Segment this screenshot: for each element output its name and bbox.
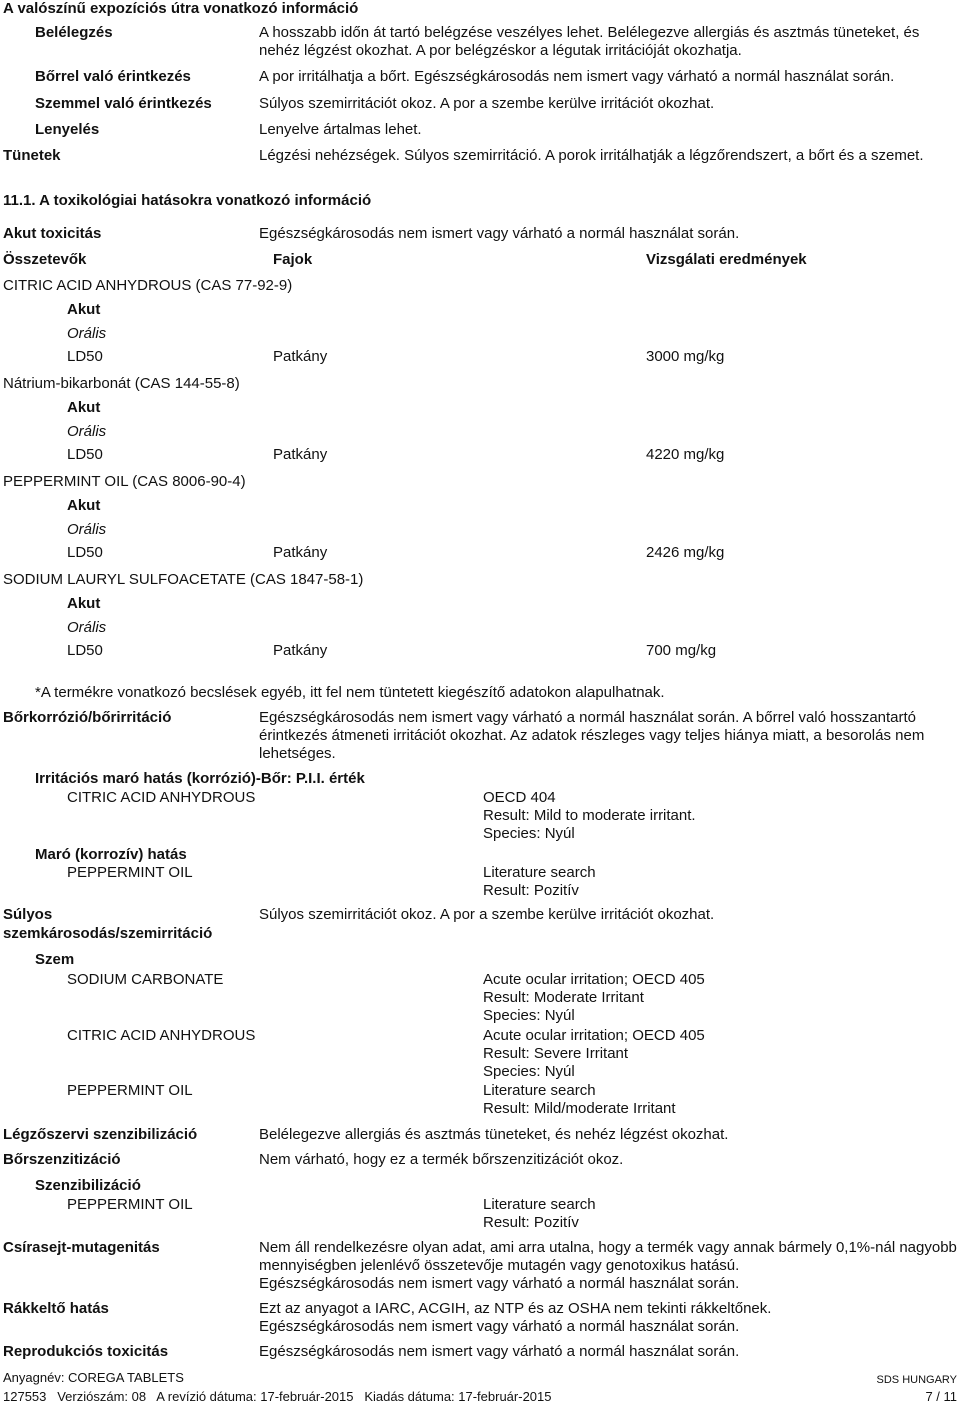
component-route: Orális — [67, 619, 107, 636]
inhalation-label: Belélegzés — [35, 24, 113, 41]
eye-substance: CITRIC ACID ANHYDROUS — [67, 1027, 256, 1044]
component-species: Patkány — [273, 348, 328, 365]
eye-result: Acute ocular irritation; OECD 405 — [483, 971, 705, 988]
eye-contact-text: Súlyos szemirritációt okoz. A por a szembe kerülve irritációt okozhat. — [259, 95, 715, 112]
footer-doc-id: SDS HUNGARY — [876, 1374, 957, 1386]
eye-damage-text: Súlyos szemirritációt okoz. A por a szembe kerülve irritációt okozhat. — [259, 906, 715, 923]
component-result: 2426 mg/kg — [646, 544, 725, 561]
eye-result: Result: Moderate Irritant — [483, 989, 644, 1006]
sensitisation-substance: PEPPERMINT OIL — [67, 1196, 193, 1213]
component-name: Nátrium-bikarbonát (CAS 144-55-8) — [3, 375, 240, 392]
eye-result: Result: Severe Irritant — [483, 1045, 629, 1062]
component-type: Akut — [67, 595, 101, 612]
eye-damage-label: Súlyos — [3, 906, 53, 923]
component-route: Orális — [67, 325, 107, 342]
component-result: 3000 mg/kg — [646, 348, 725, 365]
footer-product: Anyagnév: COREGA TABLETS — [3, 1370, 184, 1385]
component-name: SODIUM LAURYL SULFOACETATE (CAS 1847-58-1) — [3, 571, 364, 588]
eye-result: Species: Nyúl — [483, 1063, 575, 1080]
estimate-note: *A termékre vonatkozó becslések egyéb, itt fel nem tüntetett kiegészítő adatokon alapulhatnak. — [35, 684, 665, 701]
col-header-species: Fajok — [273, 251, 313, 268]
skin-sensitisation-label: Bőrszenzitizáció — [3, 1151, 121, 1168]
skin-contact-text: A por irritálhatja a bőrt. Egészségkárosodás nem ismert vagy várható a normál használat során. — [259, 68, 895, 85]
skin-irritation-result: Species: Nyúl — [483, 825, 575, 842]
component-type: Akut — [67, 399, 101, 416]
component-test: LD50 — [67, 446, 103, 463]
component-result: 4220 mg/kg — [646, 446, 725, 463]
component-test: LD50 — [67, 348, 103, 365]
component-species: Patkány — [273, 544, 328, 561]
ingestion-text: Lenyelve ártalmas lehet. — [259, 121, 422, 138]
skin-corrosion-label: Bőrkorrózió/bőrirritáció — [3, 709, 172, 726]
skin-contact-label: Bőrrel való érintkezés — [35, 68, 191, 85]
inhalation-text: A hosszabb időn át tartó belégzése veszélyes lehet. Belélegezve allergiás és asztmás tüneteket, és nehéz légzést okozhat. A por belégzéskor a légutak irritációját okozhatja. — [259, 24, 920, 59]
carcinogenicity-text: Ezt az anyagot a IARC, ACGIH, az NTP és az OSHA nem tekinti rákkeltőnek. — [259, 1300, 772, 1317]
eye-result: Literature search — [483, 1082, 596, 1099]
acute-toxicity-label: Akut toxicitás — [3, 225, 102, 242]
corrosive-subheading: Maró (korrozív) hatás — [35, 846, 187, 863]
skin-irritation-result: Result: Mild to moderate irritant. — [483, 807, 696, 824]
component-species: Patkány — [273, 642, 328, 659]
resp-sensitisation-label: Légzőszervi szenzibilizáció — [3, 1126, 198, 1143]
skin-corrosion-text: Egészségkárosodás nem ismert vagy várható a normál használat során. A bőrrel való hosszantartó érintkezés átmeneti irritációt okozhat. Az adatok részleges vagy teljes hiánya miatt, a besorolás nem lehetséges. — [259, 709, 925, 762]
eye-subheading: Szem — [35, 951, 75, 968]
corrosive-result: Result: Pozitív — [483, 882, 579, 899]
component-type: Akut — [67, 301, 101, 318]
skin-sensitisation-text: Nem várható, hogy ez a termék bőrszenzitizációt okoz. — [259, 1151, 624, 1168]
sensitisation-subheading: Szenzibilizáció — [35, 1177, 141, 1194]
component-type: Akut — [67, 497, 101, 514]
component-species: Patkány — [273, 446, 328, 463]
eye-result: Result: Mild/moderate Irritant — [483, 1100, 676, 1117]
sensitisation-result: Result: Pozitív — [483, 1214, 579, 1231]
col-header-results: Vizsgálati eredmények — [646, 251, 807, 268]
eye-result: Acute ocular irritation; OECD 405 — [483, 1027, 705, 1044]
col-header-components: Összetevők — [3, 251, 87, 268]
component-route: Orális — [67, 521, 107, 538]
component-route: Orális — [67, 423, 107, 440]
component-test: LD50 — [67, 544, 103, 561]
mutagenicity-text: Egészségkárosodás nem ismert vagy várható a normál használat során. — [259, 1275, 740, 1292]
skin-irritation-result: OECD 404 — [483, 789, 556, 806]
component-name: CITRIC ACID ANHYDROUS (CAS 77-92-9) — [3, 277, 293, 294]
symptoms-text: Légzési nehézségek. Súlyos szemirritáció. A porok irritálhatják a légzőrendszert, a bőrt és a szemet. — [259, 147, 924, 164]
eye-substance: PEPPERMINT OIL — [67, 1082, 193, 1099]
component-result: 700 mg/kg — [646, 642, 717, 659]
eye-substance: SODIUM CARBONATE — [67, 971, 224, 988]
component-test: LD50 — [67, 642, 103, 659]
symptoms-label: Tünetek — [3, 147, 61, 164]
eye-contact-label: Szemmel való érintkezés — [35, 95, 212, 112]
exposure-heading: A valószínű expozíciós útra vonatkozó információ — [3, 0, 359, 17]
ingestion-label: Lenyelés — [35, 121, 100, 138]
corrosive-substance: PEPPERMINT OIL — [67, 864, 193, 881]
eye-damage-label: szemkárosodás/szemirritáció — [3, 925, 213, 942]
sensitisation-result: Literature search — [483, 1196, 596, 1213]
acute-toxicity-text: Egészségkárosodás nem ismert vagy várható a normál használat során. — [259, 225, 740, 242]
skin-irritation-subheading: Irritációs maró hatás (korrózió)-Bőr: P.I.I. érték — [35, 770, 365, 787]
skin-irritation-substance: CITRIC ACID ANHYDROUS — [67, 789, 256, 806]
section-heading: 11.1. A toxikológiai hatásokra vonatkozó információ — [3, 192, 372, 209]
mutagenicity-label: Csírasejt-mutagenitás — [3, 1239, 160, 1256]
footer-meta: 127553 Verziószám: 08 A revízió dátuma: 17-február-2015 Kiadás dátuma: 17-február-2015 — [3, 1389, 552, 1404]
component-name: PEPPERMINT OIL (CAS 8006-90-4) — [3, 473, 246, 490]
resp-sensitisation-text: Belélegezve allergiás és asztmás tüneteket, és nehéz légzést okozhat. — [259, 1126, 729, 1143]
reproductive-toxicity-label: Reprodukciós toxicitás — [3, 1343, 169, 1360]
carcinogenicity-label: Rákkeltő hatás — [3, 1300, 109, 1317]
eye-result: Species: Nyúl — [483, 1007, 575, 1024]
corrosive-result: Literature search — [483, 864, 596, 881]
reproductive-toxicity-text: Egészségkárosodás nem ismert vagy várható a normál használat során. — [259, 1343, 740, 1360]
mutagenicity-text: Nem áll rendelkezésre olyan adat, ami arra utalna, hogy a termék vagy annak bármely 0,1%-nál nagyobb mennyiségben jelenlévő összetevője mutagén vagy genotoxikus hatású. — [259, 1239, 957, 1274]
carcinogenicity-text: Egészségkárosodás nem ismert vagy várható a normál használat során. — [259, 1318, 740, 1335]
footer-page-number: 7 / 11 — [925, 1389, 957, 1404]
